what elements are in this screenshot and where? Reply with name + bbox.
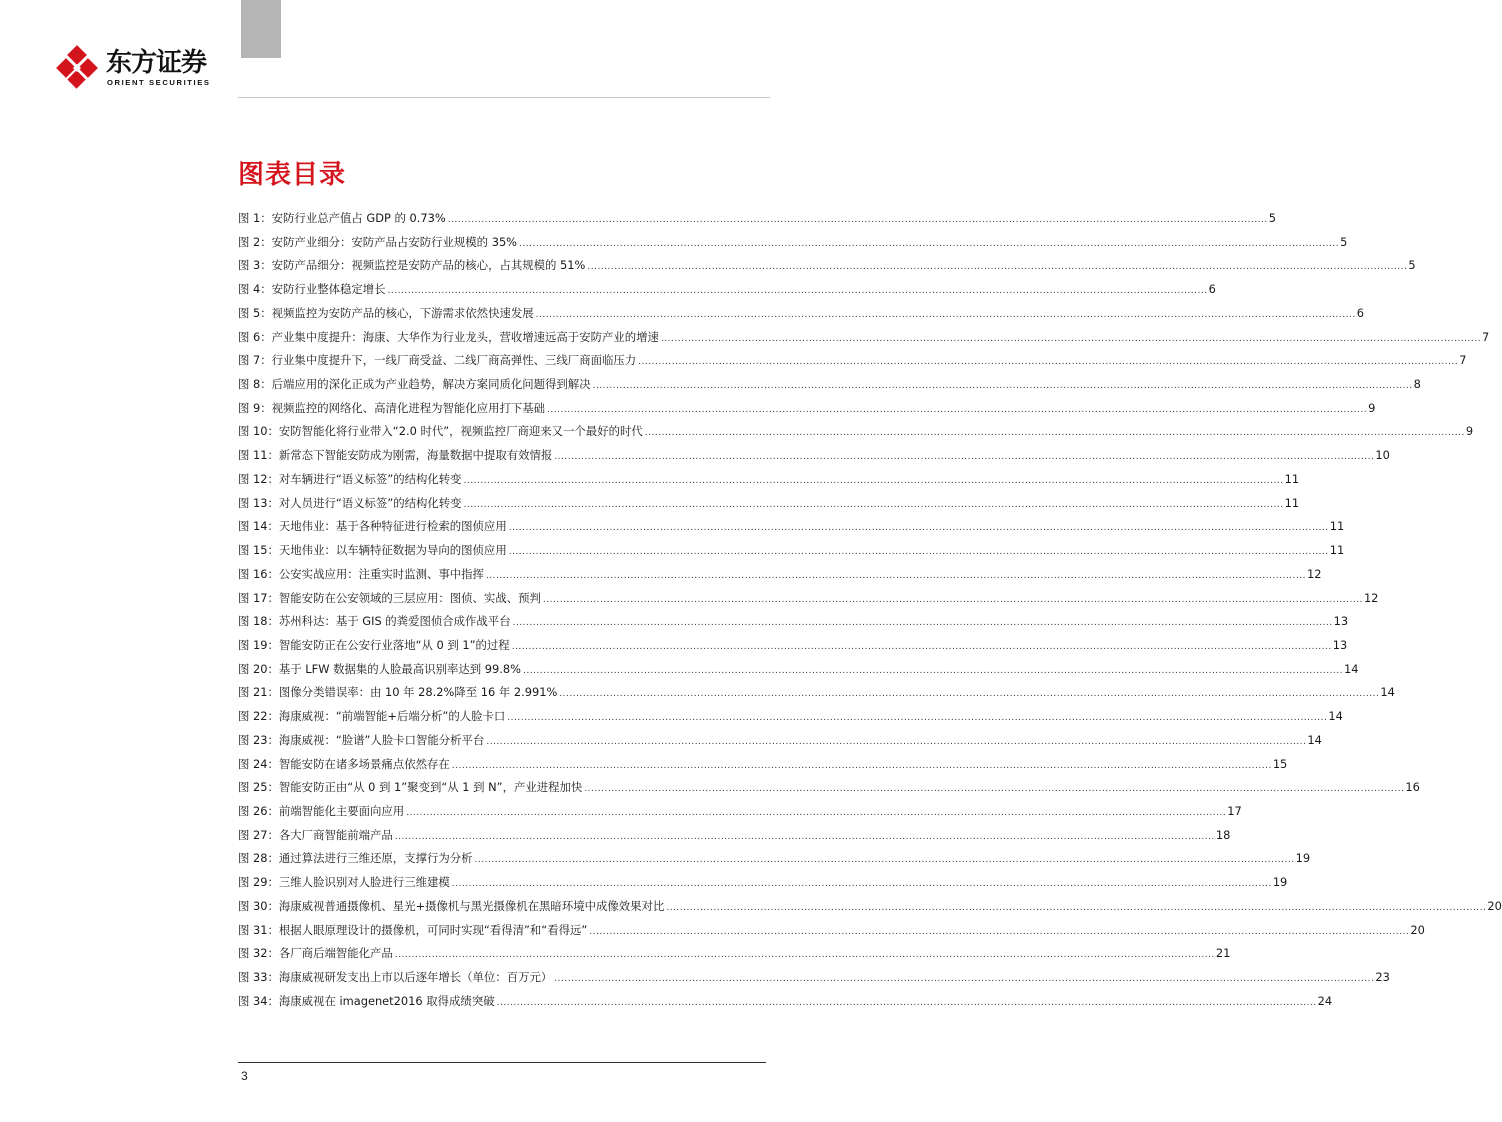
toc-entry[interactable]: [238, 278, 1216, 302]
toc-entry-page: 14: [1307, 732, 1322, 747]
toc-leader-dots: [554, 446, 1374, 470]
toc-entry[interactable]: [238, 942, 1231, 966]
toc-entry-label: 图 23：海康威视：“脸谱”人脸卡口智能分析平台: [238, 732, 485, 747]
toc-entry[interactable]: [238, 681, 1395, 705]
toc-entry-label: 图 20：基于 LFW 数据集的人脸最高识别率达到 99.8%: [238, 661, 521, 676]
toc-leader-dots: [475, 849, 1295, 873]
toc-entry[interactable]: [238, 373, 1421, 397]
toc-entry-label: 图 15：天地伟业：以车辆特征数据为导向的图侦应用: [238, 543, 507, 558]
toc-entry[interactable]: [238, 326, 1490, 350]
toc-entry[interactable]: [238, 776, 1420, 800]
toc-entry[interactable]: [238, 231, 1348, 255]
toc-leader-dots: [587, 256, 1407, 280]
toc-leader-dots: [464, 470, 1284, 494]
toc-leader-dots: [395, 944, 1215, 968]
toc-entry-page: 13: [1333, 614, 1349, 629]
toc-entry-label: 图 9：视频监控的网络化、高清化进程为智能化应用打下基础: [238, 400, 546, 415]
orient-securities-logo-icon: [56, 46, 100, 90]
toc-entry[interactable]: [238, 610, 1349, 634]
toc-entry-label: 图 24：智能安防在诸多场景痛点依然存在: [238, 756, 450, 771]
toc-entry-page: 11: [1329, 543, 1345, 558]
toc-entry-page: 5: [1408, 258, 1416, 273]
toc-entry-label: 图 4：安防行业整体稳定增长: [238, 282, 386, 297]
toc-leader-dots: [507, 707, 1327, 731]
toc-entry-page: 14: [1380, 685, 1395, 700]
toc-entry-label: 图 26：前端智能化主要面向应用: [238, 803, 405, 818]
toc-entry-page: 16: [1405, 780, 1420, 795]
toc-entry-label: 图 27：各大厂商智能前端产品: [238, 827, 393, 842]
toc-entry-label: 图 11：新常态下智能安防成为刚需，海量数据中提取有效情报: [238, 448, 553, 463]
toc-entry[interactable]: [238, 515, 1345, 539]
toc-leader-dots: [547, 399, 1367, 423]
header-accent-bar: [241, 0, 281, 58]
toc-leader-dots: [666, 897, 1486, 921]
toc-entry[interactable]: [238, 420, 1474, 444]
toc-entry-page: 9: [1368, 400, 1376, 415]
toc-leader-dots: [519, 233, 1339, 257]
toc-entry-label: 图 34：海康威视在 imagenet2016 取得成绩突破: [238, 993, 495, 1008]
toc-entry-page: 10: [1375, 448, 1390, 463]
toc-entry-label: 图 12：对车辆进行“语义标签”的结构化转变: [238, 471, 462, 486]
toc-leader-dots: [523, 660, 1343, 684]
toc-entry-page: 24: [1317, 993, 1333, 1008]
toc-leader-dots: [388, 280, 1208, 304]
toc-entry-page: 12: [1306, 566, 1322, 581]
toc-leader-dots: [509, 517, 1329, 541]
table-of-figures: [238, 207, 1502, 1013]
toc-entry[interactable]: [238, 753, 1288, 777]
toc-entry-page: 11: [1284, 471, 1300, 486]
toc-leader-dots: [543, 589, 1363, 613]
toc-entry-page: 20: [1487, 898, 1502, 913]
toc-entry-label: 图 8：后端应用的深化正成为产业趋势，解决方案同质化问题得到解决: [238, 377, 591, 392]
toc-leader-dots: [486, 731, 1306, 755]
toc-leader-dots: [513, 612, 1333, 636]
toc-entry[interactable]: [238, 990, 1333, 1014]
toc-entry[interactable]: [238, 847, 1311, 871]
toc-leader-dots: [593, 375, 1413, 399]
toc-entry-page: 18: [1215, 827, 1231, 842]
toc-entry-label: 图 19：智能安防正在公安行业落地“从 0 到 1”的过程: [238, 637, 510, 652]
toc-entry[interactable]: [238, 444, 1390, 468]
toc-entry[interactable]: [238, 800, 1242, 824]
toc-entry[interactable]: [238, 634, 1348, 658]
footer-divider: [238, 1062, 766, 1063]
toc-entry-page: 20: [1410, 922, 1425, 937]
toc-entry-label: 图 32：各厂商后端智能化产品: [238, 946, 393, 961]
toc-leader-dots: [486, 565, 1306, 589]
toc-leader-dots: [536, 304, 1356, 328]
toc-entry-label: 图 5：视频监控为安防产品的核心，下游需求依然快速发展: [238, 305, 534, 320]
toc-entry-page: 19: [1272, 875, 1288, 890]
toc-entry-page: 7: [1459, 353, 1467, 368]
toc-leader-dots: [464, 494, 1284, 518]
toc-entry[interactable]: [238, 492, 1300, 516]
toc-entry[interactable]: [238, 539, 1345, 563]
page-number: 3: [241, 1069, 248, 1083]
page-title: 图表目录: [238, 160, 347, 190]
toc-entry-page: 13: [1332, 637, 1348, 652]
toc-entry-page: 5: [1340, 234, 1348, 249]
toc-entry-page: 19: [1295, 851, 1311, 866]
toc-entry[interactable]: [238, 966, 1390, 990]
toc-entry-label: 图 16：公安实战应用：注重实时监测、事中指挥: [238, 566, 484, 581]
toc-leader-dots: [645, 422, 1465, 446]
toc-entry-label: 图 7：行业集中度提升下，一线厂商受益、二线厂商高弹性、三线厂商面临压力: [238, 353, 637, 368]
toc-entry-page: 6: [1356, 305, 1364, 320]
toc-entry-label: 图 10：安防智能化将行业带入“2.0 时代”，视频监控厂商迎来又一个最好的时代: [238, 424, 643, 439]
toc-entry-page: 7: [1481, 329, 1490, 344]
toc-leader-dots: [452, 755, 1272, 779]
toc-entry[interactable]: [238, 871, 1288, 895]
toc-entry[interactable]: [238, 658, 1359, 682]
toc-entry-page: 11: [1329, 519, 1345, 534]
toc-entry-page: 14: [1328, 709, 1343, 724]
toc-entry-label: 图 1：安防行业总产值占 GDP 的 0.73%: [238, 211, 446, 225]
toc-leader-dots: [584, 778, 1404, 802]
toc-entry[interactable]: [238, 563, 1322, 587]
toc-leader-dots: [497, 992, 1317, 1016]
toc-entry-page: 6: [1208, 282, 1216, 297]
toc-entry[interactable]: [238, 705, 1343, 729]
toc-entry[interactable]: [238, 729, 1322, 753]
toc-entry[interactable]: [238, 349, 1467, 373]
toc-leader-dots: [512, 636, 1332, 660]
toc-entry-page: 23: [1375, 970, 1390, 984]
toc-entry[interactable]: [238, 895, 1502, 919]
toc-entry-label: 图 6：产业集中度提升：海康、大华作为行业龙头，营收增速远高于安防产业的增速: [238, 329, 659, 344]
toc-entry-page: 21: [1215, 946, 1231, 961]
toc-entry-label: 图 33：海康威视研发支出上市以后逐年增长（单位：百万元）: [238, 970, 553, 984]
toc-entry-label: 图 14：天地伟业：基于各种特征进行检索的图侦应用: [238, 519, 507, 534]
toc-entry-label: 图 28：通过算法进行三维还原，支撑行为分析: [238, 851, 473, 866]
toc-leader-dots: [509, 541, 1329, 565]
toc-leader-dots: [406, 802, 1226, 826]
brand-logo: [56, 44, 226, 94]
toc-entry-page: 9: [1465, 424, 1474, 439]
toc-entry-label: 图 21：图像分类错误率：由 10 年 28.2%降至 16 年 2.991%: [238, 685, 558, 700]
toc-entry[interactable]: [238, 302, 1364, 326]
toc-entry-label: 图 2：安防产业细分：安防产品占安防行业规模的 35%: [238, 234, 518, 249]
toc-entry-label: 图 17：智能安防在公安领域的三层应用：图侦、实战、预判: [238, 590, 541, 605]
toc-entry[interactable]: [238, 397, 1376, 421]
toc-entry[interactable]: [238, 468, 1300, 492]
toc-entry-label: 图 29：三维人脸识别对人脸进行三维建模: [238, 875, 450, 890]
toc-entry[interactable]: [238, 254, 1416, 278]
toc-entry-label: 图 30：海康威视普通摄像机、星光+摄像机与黑光摄像机在黑暗环境中成像效果对比: [238, 898, 665, 913]
header-divider: [238, 97, 770, 98]
logo-english-text: ORIENT SECURITIES: [107, 78, 211, 87]
toc-entry-page: 15: [1272, 756, 1288, 771]
toc-entry-label: 图 31：根据人眼原理设计的摄像机，可同时实现“看得清”和“看得远”: [238, 922, 588, 937]
toc-entry-label: 图 25：智能安防正由“从 0 到 1”聚变到“从 1 到 N”，产业进程加快: [238, 780, 583, 795]
toc-entry-label: 图 18：苏州科达：基于 GIS 的粪爱图侦合成作战平台: [238, 614, 511, 629]
toc-entry-label: 图 13：对人员进行“语义标签”的结构化转变: [238, 495, 462, 510]
toc-leader-dots: [554, 968, 1374, 992]
toc-entry-page: 5: [1268, 211, 1276, 225]
toc-entry[interactable]: [238, 587, 1379, 611]
toc-leader-dots: [395, 826, 1215, 850]
toc-entry-label: 图 22：海康威视：“前端智能+后端分析”的人脸卡口: [238, 709, 506, 724]
toc-leader-dots: [448, 209, 1268, 233]
toc-entry-page: 14: [1344, 661, 1359, 676]
toc-leader-dots: [589, 921, 1409, 945]
toc-leader-dots: [452, 873, 1272, 897]
toc-entry[interactable]: [238, 207, 1276, 231]
toc-entry[interactable]: [238, 919, 1425, 943]
toc-entry-page: 12: [1363, 590, 1379, 605]
toc-leader-dots: [559, 683, 1379, 707]
toc-entry[interactable]: [238, 824, 1231, 848]
toc-entry-page: 8: [1413, 377, 1421, 392]
toc-entry-page: 17: [1227, 803, 1242, 818]
logo-chinese-text: 东方证券: [106, 48, 207, 78]
toc-entry-page: 11: [1284, 495, 1300, 510]
toc-leader-dots: [638, 351, 1458, 375]
toc-entry-label: 图 3：安防产品细分：视频监控是安防产品的核心，占其规模的 51%: [238, 258, 586, 273]
toc-leader-dots: [661, 328, 1481, 352]
